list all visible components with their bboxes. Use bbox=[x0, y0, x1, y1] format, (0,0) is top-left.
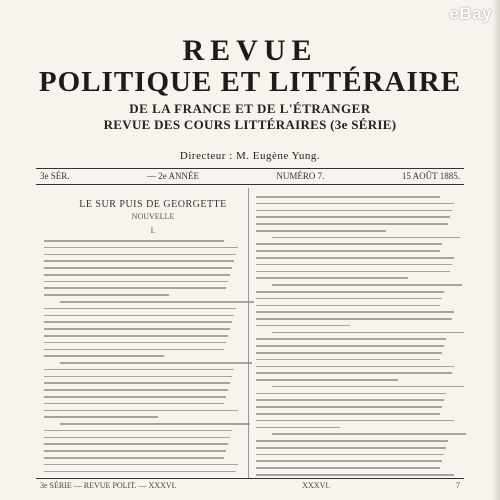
issue-line bbox=[40, 171, 460, 181]
column-divider bbox=[248, 188, 249, 478]
text-line bbox=[272, 237, 460, 239]
text-line bbox=[44, 376, 232, 378]
text-line bbox=[44, 294, 169, 296]
text-line bbox=[256, 474, 454, 476]
text-line bbox=[256, 203, 454, 205]
text-line bbox=[44, 416, 158, 418]
text-line bbox=[44, 457, 224, 459]
text-line bbox=[272, 332, 464, 334]
text-line bbox=[256, 291, 444, 293]
masthead-director: Directeur : M. Eugène Yung. bbox=[179, 150, 321, 162]
issue-date: 15 AOÛT 1885. bbox=[401, 171, 460, 181]
article-title: LE SUR PUIS DE GEORGETTE bbox=[79, 199, 227, 210]
text-line bbox=[44, 254, 236, 256]
text-line bbox=[256, 223, 448, 225]
text-line bbox=[256, 196, 440, 198]
text-line bbox=[256, 393, 446, 395]
text-line bbox=[256, 216, 450, 218]
text-line bbox=[44, 287, 226, 289]
text-line bbox=[44, 450, 226, 452]
masthead-title-main: POLITIQUE ET LITTÉRAIRE bbox=[38, 66, 462, 98]
text-line bbox=[256, 413, 440, 415]
text-line bbox=[256, 447, 446, 449]
text-line bbox=[60, 301, 254, 303]
text-line bbox=[256, 345, 444, 347]
text-line bbox=[256, 420, 454, 422]
issue-number: NUMÉRO 7. bbox=[276, 171, 325, 181]
text-line bbox=[44, 308, 236, 310]
text-line bbox=[256, 210, 452, 212]
text-line bbox=[256, 366, 454, 368]
text-line bbox=[44, 443, 228, 445]
text-line bbox=[44, 260, 234, 262]
text-line bbox=[256, 230, 386, 232]
text-line bbox=[44, 267, 232, 269]
right-text-column bbox=[256, 196, 456, 481]
text-line bbox=[44, 349, 224, 351]
text-line bbox=[60, 423, 250, 425]
watermark-logo: eBay bbox=[449, 4, 492, 23]
footer bbox=[40, 481, 460, 490]
text-line bbox=[256, 379, 398, 381]
text-line bbox=[44, 430, 232, 432]
text-line bbox=[256, 243, 442, 245]
text-line bbox=[44, 321, 232, 323]
text-line bbox=[256, 264, 452, 266]
footer-rule bbox=[36, 478, 464, 479]
article-section: I. bbox=[150, 226, 156, 235]
text-line bbox=[44, 396, 226, 398]
text-line bbox=[44, 315, 234, 317]
text-line bbox=[44, 274, 230, 276]
left-text-column bbox=[44, 240, 240, 477]
header-rule-bottom bbox=[36, 184, 464, 185]
masthead-title-revue: REVUE bbox=[182, 34, 318, 67]
text-line bbox=[256, 359, 440, 361]
text-line bbox=[256, 406, 442, 408]
text-line bbox=[256, 460, 442, 462]
text-line bbox=[44, 382, 230, 384]
text-line bbox=[256, 338, 446, 340]
masthead-subtitle: DE LA FRANCE ET DE L'ÉTRANGER bbox=[129, 101, 371, 116]
text-line bbox=[256, 305, 440, 307]
text-line bbox=[44, 247, 238, 249]
text-line bbox=[272, 386, 464, 388]
text-line bbox=[256, 298, 442, 300]
masthead-subtitle-series: REVUE DES COURS LITTÉRAIRES (3e SÉRIE) bbox=[103, 117, 397, 132]
footer-center: XXXVI. bbox=[302, 481, 331, 490]
issue-year: — 2e ANNÉE bbox=[146, 171, 199, 181]
text-line bbox=[256, 311, 454, 313]
text-line bbox=[256, 427, 340, 429]
text-line bbox=[256, 352, 442, 354]
text-line bbox=[256, 440, 448, 442]
text-line bbox=[256, 277, 408, 279]
article-subtitle: NOUVELLE bbox=[131, 212, 175, 221]
footer-left: 3e SÉRIE — REVUE POLIT. — XXXVI. bbox=[40, 481, 177, 490]
text-line bbox=[256, 271, 450, 273]
issue-series: 3e SÉR. bbox=[40, 171, 70, 181]
text-line bbox=[256, 467, 440, 469]
text-line bbox=[44, 335, 228, 337]
header-rule-top bbox=[36, 168, 464, 169]
text-line bbox=[44, 342, 226, 344]
footer-page: 7 bbox=[456, 481, 460, 490]
text-line bbox=[256, 325, 350, 327]
text-line bbox=[44, 410, 238, 412]
text-line bbox=[44, 328, 230, 330]
text-line bbox=[272, 433, 466, 435]
text-line bbox=[256, 454, 444, 456]
text-line bbox=[44, 471, 236, 473]
text-line bbox=[256, 257, 454, 259]
text-line bbox=[44, 240, 224, 242]
text-line bbox=[44, 281, 228, 283]
text-line bbox=[44, 369, 234, 371]
text-line bbox=[60, 362, 252, 364]
text-line bbox=[256, 250, 440, 252]
text-line bbox=[44, 437, 230, 439]
text-line bbox=[256, 318, 452, 320]
text-line bbox=[256, 399, 444, 401]
text-line bbox=[272, 284, 462, 286]
text-line bbox=[256, 372, 452, 374]
text-line bbox=[44, 464, 238, 466]
text-line bbox=[44, 355, 164, 357]
text-line bbox=[44, 389, 228, 391]
text-line bbox=[44, 403, 224, 405]
